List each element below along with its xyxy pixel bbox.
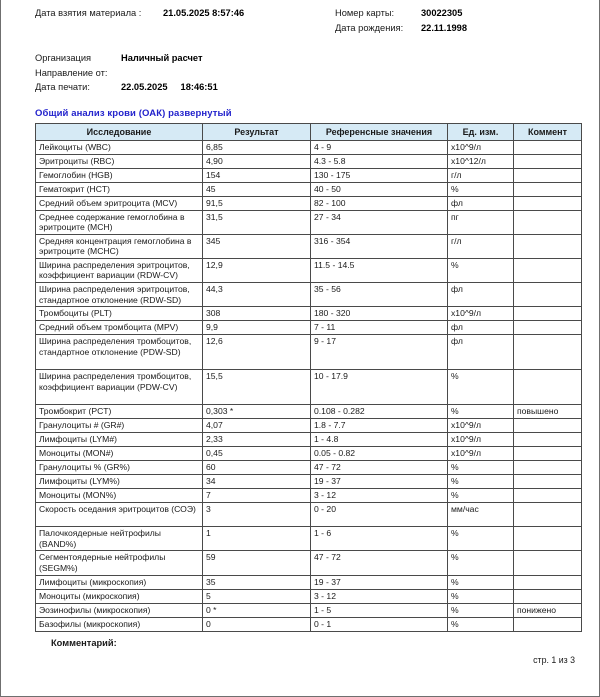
table-row — [36, 307, 582, 321]
table-row — [36, 182, 582, 196]
column-header-comment: Коммент — [514, 123, 582, 140]
cell-unit: фл — [448, 335, 514, 370]
birth-date-value: 22.11.1998 — [421, 22, 468, 33]
cell-result: 154 — [203, 168, 311, 182]
cell-unit: х10^9/л — [448, 433, 514, 447]
header-right-column — [335, 6, 579, 35]
cell-unit: % — [448, 489, 514, 503]
page-number: стр. 1 из 3 — [533, 655, 575, 665]
cell-unit: % — [448, 527, 514, 551]
cell-name: Гранулоциты % (GR%) — [36, 461, 203, 475]
table-header-row — [36, 123, 582, 140]
cell-name: Сегментоядерные нейтрофилы (SEGM%) — [36, 551, 203, 575]
cell-result: 3 — [203, 503, 311, 527]
cell-unit: х10^9/л — [448, 140, 514, 154]
cell-comment — [514, 461, 582, 475]
column-header-result: Результат — [203, 123, 311, 140]
table-row — [36, 210, 582, 234]
card-number-label: Номер карты: — [335, 8, 395, 18]
cell-result: 308 — [203, 307, 311, 321]
section-title: Общий анализ крови (ОАК) развернутый — [35, 107, 232, 119]
cell-name: Базофилы (микроскопия) — [36, 617, 203, 631]
cell-result: 2,33 — [203, 433, 311, 447]
cell-comment — [514, 335, 582, 370]
cell-comment — [514, 575, 582, 589]
print-time-value: 18:46:51 — [180, 82, 218, 92]
cell-reference: 1 - 6 — [311, 527, 448, 551]
sample-date-value: 21.05.2025 8:57:46 — [163, 8, 245, 18]
cell-comment: повышено — [514, 405, 582, 419]
cell-name: Ширина распределения тромбоцитов, коэффициент вариации (PDW-CV) — [36, 370, 203, 405]
cell-result: 15,5 — [203, 370, 311, 405]
cell-name: Ширина распределения эритроцитов, коэффициент вариации (RDW-CV) — [36, 258, 203, 282]
cell-comment — [514, 503, 582, 527]
table-row — [36, 335, 582, 370]
cell-unit: фл — [448, 196, 514, 210]
cell-name: Ширина распределения эритроцитов, стандартное отклонение (RDW-SD) — [36, 283, 203, 307]
cell-result: 91,5 — [203, 196, 311, 210]
cell-reference: 82 - 100 — [311, 196, 448, 210]
cell-unit: % — [448, 370, 514, 405]
cell-name: Средний объем тромбоцита (MPV) — [36, 321, 203, 335]
cell-reference: 27 - 34 — [311, 210, 448, 234]
cell-comment — [514, 258, 582, 282]
cell-comment — [514, 307, 582, 321]
table-row — [36, 321, 582, 335]
cell-unit: х10^12/л — [448, 154, 514, 168]
cell-result: 0 — [203, 617, 311, 631]
cell-name: Средний объем эритроцита (MCV) — [36, 196, 203, 210]
cell-comment — [514, 447, 582, 461]
sample-date-field — [35, 6, 335, 21]
cell-unit: х10^9/л — [448, 307, 514, 321]
referral-field — [35, 66, 579, 81]
cell-reference: 0 - 20 — [311, 503, 448, 527]
cell-unit: % — [448, 405, 514, 419]
cell-result: 4,07 — [203, 419, 311, 433]
table-row — [36, 405, 582, 419]
print-date-field — [35, 80, 579, 95]
cell-reference: 19 - 37 — [311, 475, 448, 489]
print-date-value: 22.05.2025 — [121, 82, 168, 92]
cell-name: Эритроциты (RBC) — [36, 154, 203, 168]
table-row — [36, 258, 582, 282]
table-row — [36, 140, 582, 154]
cell-unit: фл — [448, 283, 514, 307]
comment-label: Комментарий: — [51, 637, 117, 648]
cell-unit: г/л — [448, 234, 514, 258]
cell-name: Среднее содержание гемоглобина в эритроците (MCH) — [36, 210, 203, 234]
cell-comment — [514, 370, 582, 405]
cell-reference: 11.5 - 14.5 — [311, 258, 448, 282]
cell-result: 7 — [203, 489, 311, 503]
table-body — [36, 140, 582, 631]
cell-comment — [514, 168, 582, 182]
cell-comment — [514, 589, 582, 603]
column-header-reference: Референсные значения — [311, 123, 448, 140]
cell-result: 9,9 — [203, 321, 311, 335]
table-row — [36, 154, 582, 168]
cell-result: 12,9 — [203, 258, 311, 282]
table-row — [36, 475, 582, 489]
cell-reference: 3 - 12 — [311, 489, 448, 503]
cell-unit: % — [448, 258, 514, 282]
cell-unit: пг — [448, 210, 514, 234]
cell-reference: 7 - 11 — [311, 321, 448, 335]
cell-unit: % — [448, 182, 514, 196]
cell-name: Гранулоциты # (GR#) — [36, 419, 203, 433]
cell-result: 5 — [203, 589, 311, 603]
cell-unit: % — [448, 589, 514, 603]
cell-name: Тромбокрит (PCT) — [36, 405, 203, 419]
cell-comment — [514, 321, 582, 335]
cell-name: Моноциты (микроскопия) — [36, 589, 203, 603]
cell-result: 4,90 — [203, 154, 311, 168]
table-row — [36, 603, 582, 617]
table-row — [36, 617, 582, 631]
cell-name: Гемоглобин (HGB) — [36, 168, 203, 182]
cell-name: Палочкоядерные нейтрофилы (BAND%) — [36, 527, 203, 551]
cell-reference: 0 - 1 — [311, 617, 448, 631]
table-row — [36, 447, 582, 461]
cell-comment — [514, 154, 582, 168]
cell-comment: понижено — [514, 603, 582, 617]
cell-comment — [514, 234, 582, 258]
table-row — [36, 527, 582, 551]
table-row — [36, 419, 582, 433]
cell-name: Лейкоциты (WBC) — [36, 140, 203, 154]
cell-result: 31,5 — [203, 210, 311, 234]
cell-comment — [514, 527, 582, 551]
cell-result: 12,6 — [203, 335, 311, 370]
card-number-value: 30022305 — [421, 8, 463, 18]
cell-reference: 9 - 17 — [311, 335, 448, 370]
column-header-name: Исследование — [36, 123, 203, 140]
cell-result: 35 — [203, 575, 311, 589]
organization-block — [35, 51, 579, 95]
cell-result: 0 * — [203, 603, 311, 617]
table-row — [36, 234, 582, 258]
cell-reference: 35 - 56 — [311, 283, 448, 307]
table-row — [36, 168, 582, 182]
cell-reference: 47 - 72 — [311, 551, 448, 575]
cell-reference: 47 - 72 — [311, 461, 448, 475]
cell-reference: 40 - 50 — [311, 182, 448, 196]
print-date-label: Дата печати: — [35, 82, 90, 92]
cell-result: 1 — [203, 527, 311, 551]
cell-reference: 0.05 - 0.82 — [311, 447, 448, 461]
cell-result: 0,303 * — [203, 405, 311, 419]
organization-value: Наличный расчет — [121, 53, 203, 63]
cell-unit: % — [448, 461, 514, 475]
cell-result: 45 — [203, 182, 311, 196]
report-header — [35, 0, 579, 35]
cell-comment — [514, 433, 582, 447]
cell-result: 6,85 — [203, 140, 311, 154]
cell-reference: 4 - 9 — [311, 140, 448, 154]
table-row — [36, 503, 582, 527]
cell-comment — [514, 140, 582, 154]
cell-unit: х10^9/л — [448, 447, 514, 461]
cell-comment — [514, 210, 582, 234]
cell-name: Скорость оседания эритроцитов (СОЭ) — [36, 503, 203, 527]
table-row — [36, 461, 582, 475]
table-row — [36, 370, 582, 405]
cell-comment — [514, 489, 582, 503]
cell-result: 0,45 — [203, 447, 311, 461]
cell-result: 34 — [203, 475, 311, 489]
cell-name: Лимфоциты (LYM%) — [36, 475, 203, 489]
cell-unit: г/л — [448, 168, 514, 182]
cell-unit: фл — [448, 321, 514, 335]
cell-reference: 0.108 - 0.282 — [311, 405, 448, 419]
cell-comment — [514, 419, 582, 433]
cell-unit: мм/час — [448, 503, 514, 527]
card-number-field — [335, 6, 579, 21]
cell-unit: % — [448, 617, 514, 631]
table-row — [36, 433, 582, 447]
cell-comment — [514, 475, 582, 489]
cell-reference: 1 - 5 — [311, 603, 448, 617]
organization-field — [35, 51, 579, 66]
table-row — [36, 589, 582, 603]
cell-unit: % — [448, 575, 514, 589]
cell-name: Эозинофилы (микроскопия) — [36, 603, 203, 617]
cell-comment — [514, 617, 582, 631]
header-left-column — [35, 6, 335, 35]
cell-result: 345 — [203, 234, 311, 258]
column-header-unit: Ед. изм. — [448, 123, 514, 140]
cell-name: Лимфоциты (LYM#) — [36, 433, 203, 447]
cell-name: Лимфоциты (микроскопия) — [36, 575, 203, 589]
cell-unit: % — [448, 603, 514, 617]
sample-date-label: Дата взятия материала : — [35, 8, 142, 18]
cell-reference: 1.8 - 7.7 — [311, 419, 448, 433]
cell-name: Моноциты (MON#) — [36, 447, 203, 461]
cell-name: Моноциты (MON%) — [36, 489, 203, 503]
cell-name: Гематокрит (HCT) — [36, 182, 203, 196]
cell-result: 59 — [203, 551, 311, 575]
cell-unit: % — [448, 551, 514, 575]
cell-reference: 1 - 4.8 — [311, 433, 448, 447]
cell-reference: 19 - 37 — [311, 575, 448, 589]
cell-result: 60 — [203, 461, 311, 475]
cell-reference: 316 - 354 — [311, 234, 448, 258]
birth-date-field — [335, 21, 579, 36]
cell-comment — [514, 182, 582, 196]
lab-results-table — [35, 123, 582, 632]
table-row — [36, 196, 582, 210]
cell-result: 44,3 — [203, 283, 311, 307]
table-row — [36, 283, 582, 307]
cell-unit: х10^9/л — [448, 419, 514, 433]
cell-comment — [514, 551, 582, 575]
cell-comment — [514, 196, 582, 210]
cell-name: Тромбоциты (PLT) — [36, 307, 203, 321]
referral-label: Направление от: — [35, 67, 108, 78]
cell-name: Средняя концентрация гемоглобина в эритроците (MCHC) — [36, 234, 203, 258]
table-row — [36, 489, 582, 503]
table-row — [36, 575, 582, 589]
cell-reference: 3 - 12 — [311, 589, 448, 603]
cell-comment — [514, 283, 582, 307]
cell-name: Ширина распределения тромбоцитов, стандартное отклонение (PDW-SD) — [36, 335, 203, 370]
birth-date-label: Дата рождения: — [335, 22, 404, 33]
organization-label: Организация — [35, 53, 92, 63]
cell-reference: 4.3 - 5.8 — [311, 154, 448, 168]
cell-reference: 180 - 320 — [311, 307, 448, 321]
cell-unit: % — [448, 475, 514, 489]
cell-reference: 130 - 175 — [311, 168, 448, 182]
table-row — [36, 551, 582, 575]
cell-reference: 10 - 17.9 — [311, 370, 448, 405]
